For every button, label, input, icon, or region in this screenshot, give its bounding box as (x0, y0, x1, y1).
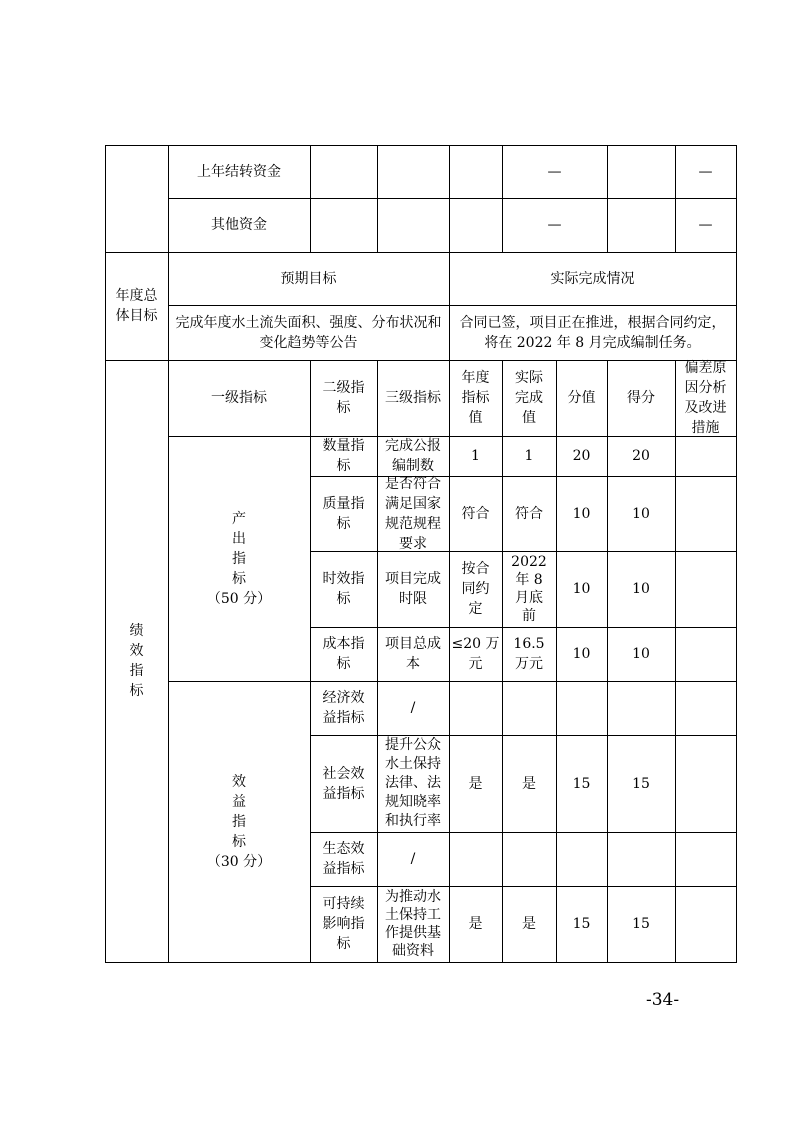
level2-cell: 生态效 益指标 (322, 841, 365, 877)
level3-cell: / (410, 851, 416, 867)
table-border (105, 962, 737, 963)
actual-cell: 2022 年 8 月底 前 (511, 554, 547, 624)
level2-cell: 可持续 影响指 标 (322, 896, 365, 952)
header-score: 分值 (567, 390, 596, 406)
level3-cell: 为推动水 土保持工 作提供基 础资料 (385, 889, 441, 959)
actual-cell: 符合 (515, 505, 543, 522)
funding-dash: — (547, 163, 562, 180)
output-indicator-group: 产 出 指 标 （50 分） (206, 510, 272, 607)
actual-cell: 16.5 万元 (513, 636, 545, 672)
level3-cell: 提升公众 水土保持 法律、法 规知晓率 和执行率 (385, 737, 441, 829)
actual-cell: 是 (522, 775, 536, 792)
funding-dash: — (698, 217, 713, 233)
page-number: -34- (646, 990, 680, 1010)
score-cell: 10 (572, 581, 591, 597)
got-cell: 15 (632, 916, 650, 932)
score-cell: 10 (572, 505, 591, 522)
got-cell: 10 (632, 581, 650, 597)
level2-cell: 时效指 标 (322, 571, 365, 607)
actual-status-text: 合同已签，项目正在推进，根据合同约定， 将在 2022 年 8 月完成编制任务。 (459, 314, 726, 351)
level3-cell: / (410, 700, 416, 716)
performance-label: 绩 效 指 标 (129, 623, 144, 699)
actual-cell: 1 (524, 448, 534, 464)
funding-label: 上年结转资金 (197, 163, 281, 180)
level3-cell: 是否符合 满足国家 规范规程 要求 (385, 475, 441, 552)
header-level1: 一级指标 (211, 390, 267, 406)
header-actual: 实际 完成 值 (515, 370, 543, 426)
level3-cell: 完成公报 编制数 (385, 438, 441, 474)
level2-cell: 数量指 标 (322, 438, 365, 474)
level3-cell: 项目完成 时限 (385, 571, 441, 607)
target-cell: 1 (471, 448, 480, 464)
got-cell: 15 (632, 775, 650, 792)
target-cell: 是 (468, 916, 483, 932)
level2-cell: 质量指 标 (322, 495, 365, 532)
level2-cell: 成本指 标 (322, 636, 365, 672)
level2-cell: 经济效 益指标 (322, 690, 365, 726)
level2-cell: 社会效 益指标 (322, 765, 365, 802)
score-cell: 15 (572, 775, 591, 792)
level3-cell: 项目总成 本 (385, 636, 441, 672)
benefit-indicator-group: 效 益 指 标 （30 分） (206, 773, 272, 870)
table-border (736, 145, 737, 963)
actual-status-header: 实际完成情况 (550, 270, 635, 287)
header-deviation: 偏差原 因分析 及改进 措施 (684, 360, 727, 436)
target-cell: 按合 同约 定 (461, 561, 490, 617)
funding-label: 其他资金 (211, 217, 267, 233)
funding-dash: — (698, 163, 713, 180)
score-cell: 20 (572, 448, 591, 464)
header-level3: 三级指标 (385, 390, 441, 406)
funding-dash: — (547, 217, 562, 233)
annual-goal-label: 年度总 体目标 (115, 288, 158, 324)
score-cell: 10 (572, 646, 591, 662)
expected-goal-header: 预期目标 (280, 270, 337, 287)
got-cell: 20 (632, 448, 650, 464)
score-cell: 15 (572, 916, 591, 932)
table-border (675, 360, 676, 963)
got-cell: 10 (632, 646, 650, 662)
target-cell: ≤20 万 元 (451, 636, 500, 672)
header-target: 年度 指标 值 (461, 370, 490, 426)
target-cell: 是 (468, 775, 483, 792)
header-got: 得分 (627, 390, 655, 406)
got-cell: 10 (632, 505, 650, 522)
expected-goal-text: 完成年度水土流失面积、强度、分布状况和 变化趋势等公告 (175, 314, 442, 351)
actual-cell: 是 (522, 916, 536, 932)
target-cell: 符合 (461, 505, 490, 522)
header-level2: 二级指 标 (322, 380, 365, 416)
